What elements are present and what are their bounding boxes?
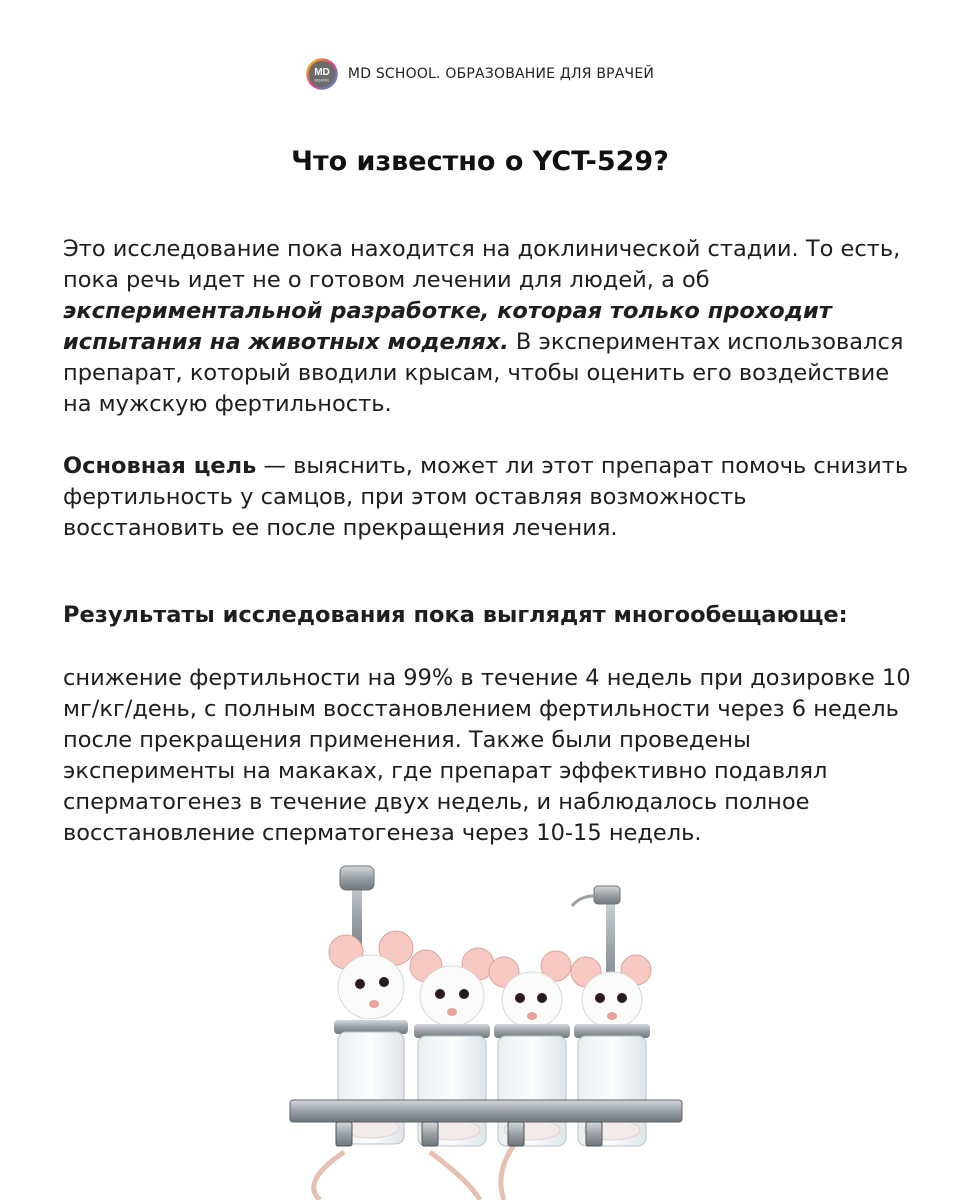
results-heading: Результаты исследования пока выглядят многообещающе:: [63, 602, 848, 628]
rack-bar: [290, 1100, 682, 1122]
article-body: [63, 234, 913, 849]
right-pole-cap: [594, 886, 620, 904]
p1-rest: В экспериментах использовался препарат, который вводили крысам, чтобы оценить его воздействие на мужскую фертильность.: [63, 329, 904, 417]
paragraph-goal: [63, 451, 913, 544]
goal-label: Основная цель: [63, 453, 257, 479]
tube-right: [501, 1142, 516, 1200]
page-title: Что известно о YCT-529?: [291, 146, 669, 177]
md-school-logo: [306, 58, 338, 90]
results-text: снижение фертильности на 99% в течение 4 недель при дозировке 10 мг/кг/день, с полным восстановлением фертильности через 6 недель после прекращения применения. Также были проведены эксперименты на макаках, где препарат эффективно подавлял сперматогенез в течение двух недель, и наблюдалось полное восстановление сперматогенеза через 10-15 недель.: [63, 665, 911, 846]
p1-intro: Это исследование пока находится на доклинической стадии. То есть, пока речь идет не о готовом лечении для людей, а об: [63, 236, 901, 293]
lab-rats-illustration: [280, 852, 690, 1200]
left-pole-cap: [340, 866, 374, 890]
paragraph-preclinical: [63, 234, 913, 420]
p1-emphasis: экспериментальной разработке, которая только проходит испытания на животных моделях.: [63, 298, 832, 355]
tube-left: [314, 1152, 344, 1200]
tube-mid: [430, 1152, 480, 1200]
brand-header: [0, 58, 960, 90]
goal-text: — выяснить, может ли этот препарат помочь снизить фертильность у самцов, при этом оставляя возможность восстановить ее после прекращения лечения.: [63, 453, 909, 541]
logo-subtext: SCHOOL: [314, 78, 330, 83]
right-tube: [572, 896, 594, 906]
logo-text: MD: [314, 67, 330, 78]
brand-name: MD SCHOOL. ОБРАЗОВАНИЕ ДЛЯ ВРАЧЕЙ: [347, 66, 655, 82]
